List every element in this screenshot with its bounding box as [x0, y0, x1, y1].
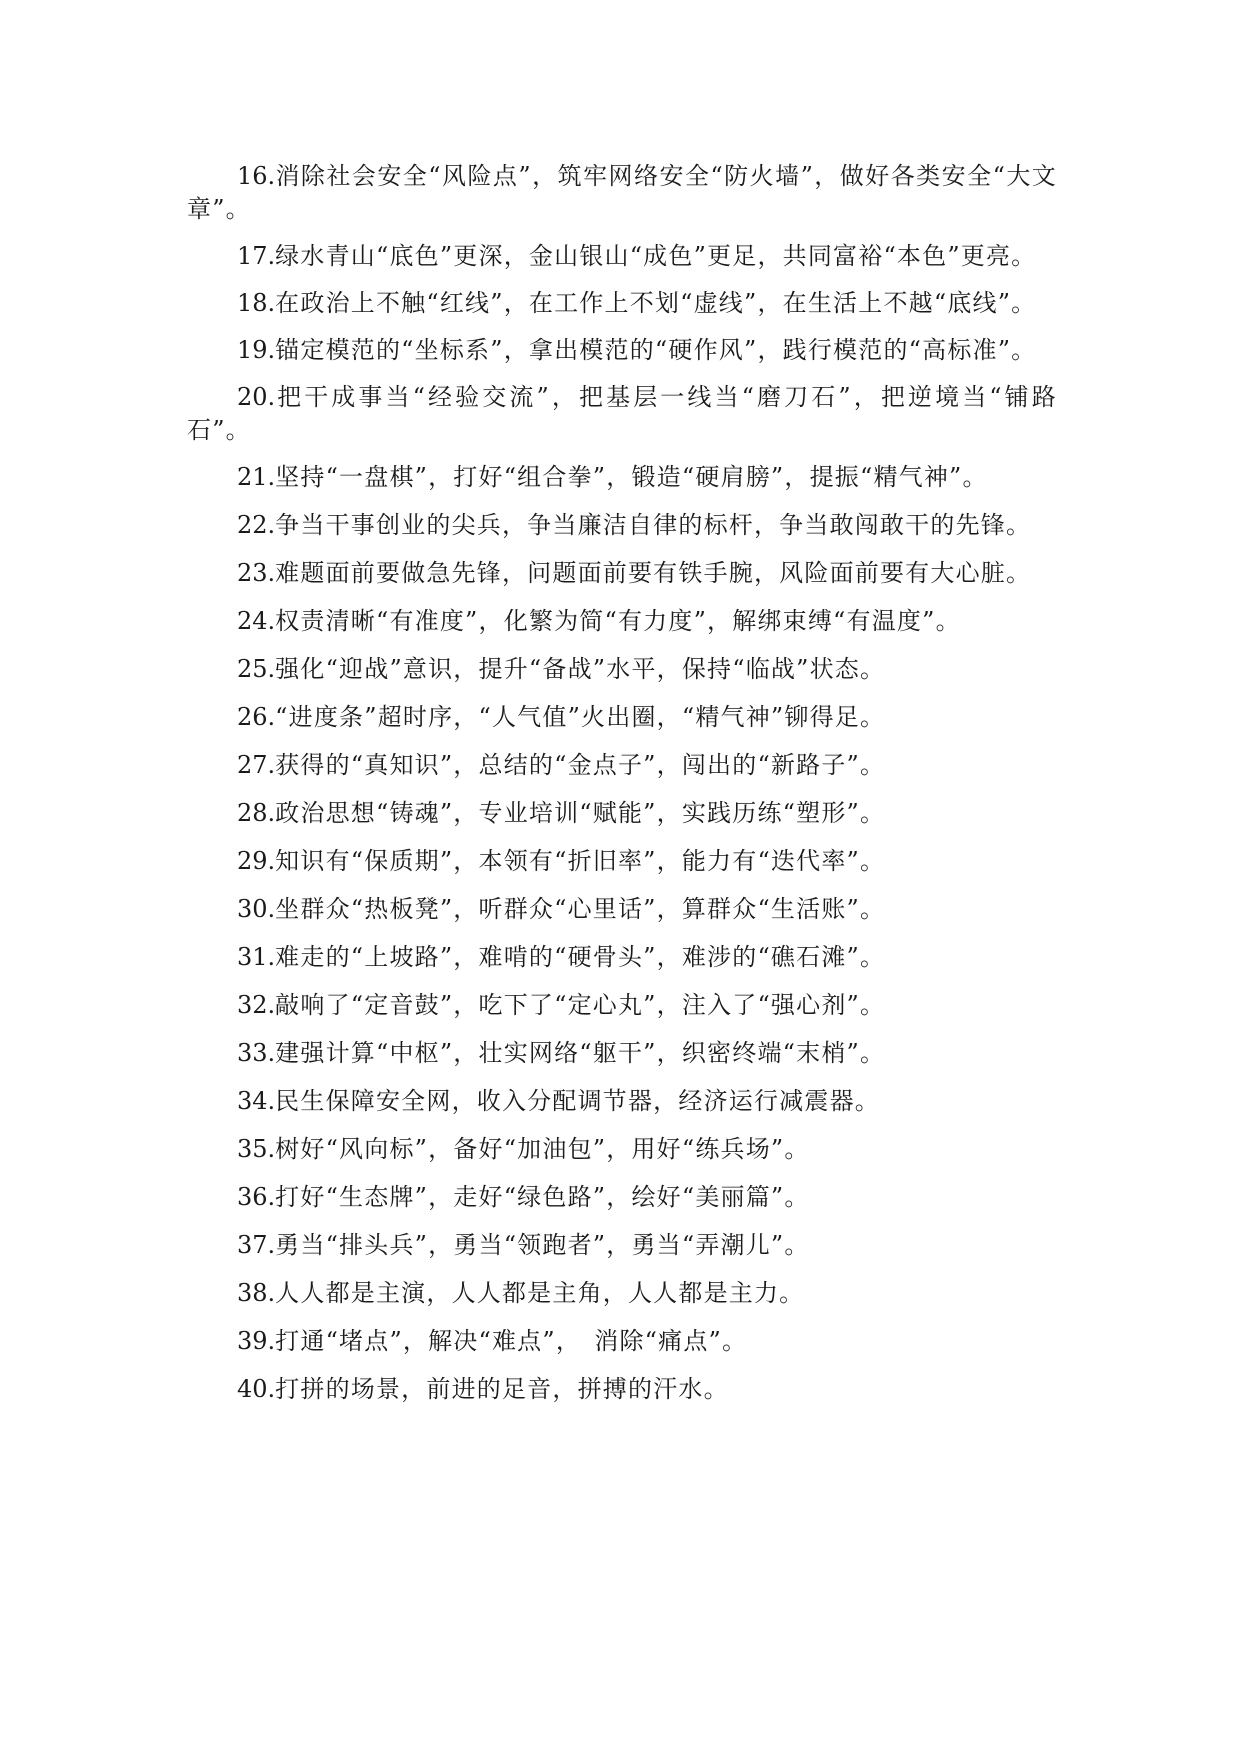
item-text: 锚定模范的“坐标系”，拿出模范的“硬作风”，践行模范的“高标准”。 — [275, 336, 1037, 364]
item-number: 23. — [237, 559, 276, 587]
item-number: 22. — [237, 511, 276, 539]
item-text: 坚持“一盘棋”，打好“组合拳”，锻造“硬肩膀”，提振“精气神”。 — [275, 463, 988, 491]
item-number: 33. — [237, 1039, 276, 1067]
item-text: 打拼的场景，前进的足音，拼搏的汗水。 — [275, 1375, 729, 1403]
list-item — [187, 287, 1057, 320]
item-text: 权责清晰“有准度”，化繁为简“有力度”，解绑束缚“有温度”。 — [275, 607, 961, 635]
list-item — [187, 1181, 1057, 1229]
item-text: 勇当“排头兵”，勇当“领跑者”，勇当“弄潮儿”。 — [275, 1231, 810, 1259]
item-number: 30. — [237, 895, 276, 923]
document-body — [187, 160, 1057, 1421]
item-text: 知识有“保质期”，本领有“折旧率”，能力有“迭代率”。 — [275, 847, 886, 875]
item-text: “进度条”超时序，“人气值”火出圈，“精气神”铆得足。 — [275, 703, 886, 731]
item-text: 打好“生态牌”，走好“绿色路”，绘好“美丽篇”。 — [275, 1183, 810, 1211]
item-number: 21. — [237, 463, 276, 491]
list-item — [187, 381, 1057, 447]
list-item — [187, 334, 1057, 367]
list-item — [187, 557, 1057, 605]
list-item — [187, 797, 1057, 845]
list-item — [187, 941, 1057, 989]
item-number: 35. — [237, 1135, 276, 1163]
item-text: 获得的“真知识”，总结的“金点子”，闯出的“新路子”。 — [275, 751, 886, 779]
item-number: 24. — [237, 607, 276, 635]
list-item — [187, 845, 1057, 893]
list-item — [187, 1133, 1057, 1181]
list-item — [187, 653, 1057, 701]
item-text: 把干成事当“经验交流”，把基层一线当“磨刀石”，把逆境当“铺路石”。 — [187, 383, 1057, 444]
item-text: 在政治上不触“红线”，在工作上不划“虚线”，在生活上不越“底线”。 — [275, 289, 1037, 317]
list-item — [187, 160, 1057, 226]
list-item — [187, 893, 1057, 941]
item-text: 人人都是主演，人人都是主角，人人都是主力。 — [275, 1279, 805, 1307]
list-item — [187, 240, 1057, 273]
item-number: 28. — [237, 799, 276, 827]
item-number: 36. — [237, 1183, 276, 1211]
item-text: 民生保障安全网，收入分配调节器，经济运行减震器。 — [275, 1087, 880, 1115]
item-text: 难题面前要做急先锋，问题面前要有铁手腕，风险面前要有大心脏。 — [275, 559, 1032, 587]
list-item — [187, 1277, 1057, 1325]
item-number: 38. — [237, 1279, 276, 1307]
item-text: 消除社会安全“风险点”，筑牢网络安全“防火墙”，做好各类安全“大文章”。 — [187, 162, 1057, 223]
list-item — [187, 1037, 1057, 1085]
item-number: 17. — [237, 242, 276, 270]
list-item — [187, 509, 1057, 557]
item-number: 26. — [237, 703, 276, 731]
list-item — [187, 989, 1057, 1037]
item-number: 40. — [237, 1375, 276, 1403]
item-text: 强化“迎战”意识，提升“备战”水平，保持“临战”状态。 — [275, 655, 886, 683]
list-item — [187, 701, 1057, 749]
list-item — [187, 1325, 1057, 1373]
item-number: 25. — [237, 655, 276, 683]
item-text: 建强计算“中枢”，壮实网络“躯干”，织密终端“末梢”。 — [275, 1039, 886, 1067]
item-number: 31. — [237, 943, 276, 971]
item-text: 树好“风向标”，备好“加油包”，用好“练兵场”。 — [275, 1135, 810, 1163]
item-text: 敲响了“定音鼓”，吃下了“定心丸”，注入了“强心剂”。 — [275, 991, 886, 1019]
item-text: 坐群众“热板凳”，听群众“心里话”，算群众“生活账”。 — [275, 895, 886, 923]
list-item — [187, 1229, 1057, 1277]
item-number: 20. — [237, 383, 276, 411]
item-number: 19. — [237, 336, 276, 364]
item-number: 37. — [237, 1231, 276, 1259]
item-text: 打通“堵点”，解决“难点”， 消除“痛点”。 — [275, 1327, 748, 1355]
item-text: 争当干事创业的尖兵，争当廉洁自律的标杆，争当敢闯敢干的先锋。 — [275, 511, 1032, 539]
item-number: 27. — [237, 751, 276, 779]
item-number: 32. — [237, 991, 276, 1019]
item-text: 难走的“上坡路”，难啃的“硬骨头”，难涉的“礁石滩”。 — [275, 943, 886, 971]
list-item — [187, 1085, 1057, 1133]
list-item — [187, 605, 1057, 653]
item-number: 34. — [237, 1087, 276, 1115]
item-number: 16. — [237, 162, 276, 190]
item-number: 39. — [237, 1327, 276, 1355]
list-item — [187, 749, 1057, 797]
item-text: 政治思想“铸魂”，专业培训“赋能”，实践历练“塑形”。 — [275, 799, 886, 827]
list-item — [187, 461, 1057, 509]
item-text: 绿水青山“底色”更深，金山银山“成色”更足，共同富裕“本色”更亮。 — [275, 242, 1037, 270]
item-number: 29. — [237, 847, 276, 875]
list-item — [187, 1373, 1057, 1421]
item-number: 18. — [237, 289, 276, 317]
